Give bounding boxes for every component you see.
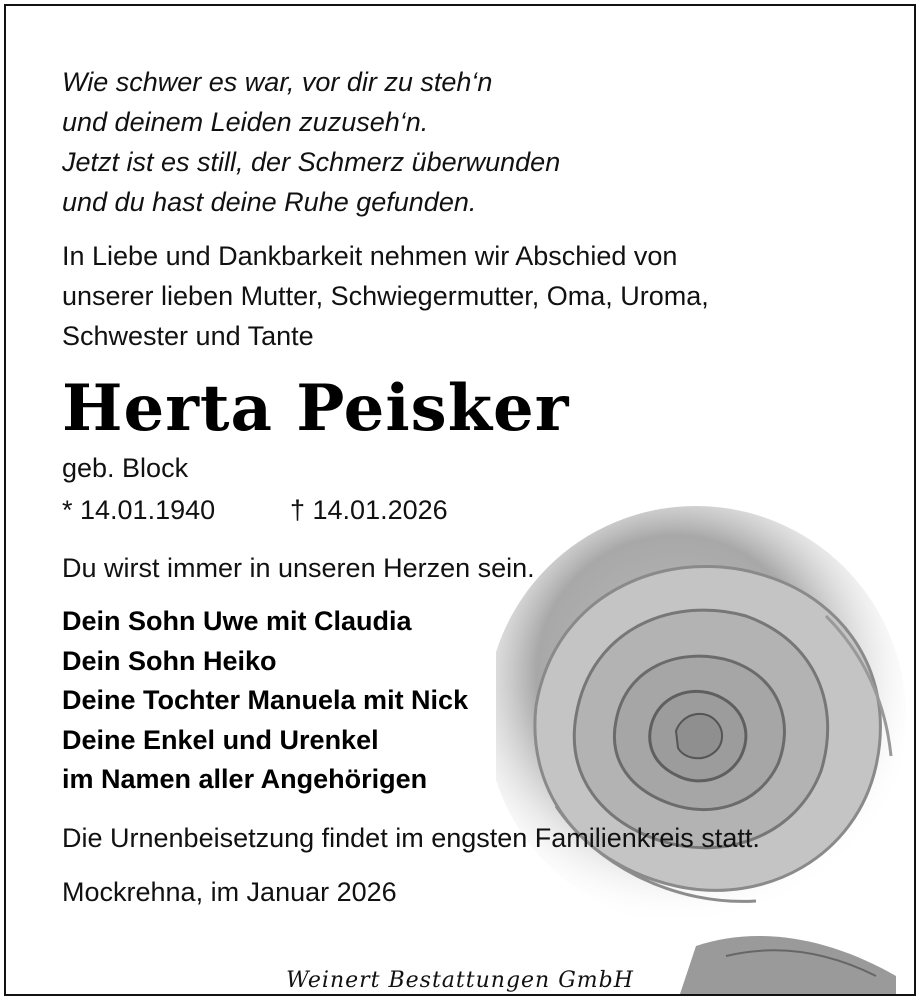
family-line: Deine Tochter Manuela mit Nick <box>62 685 469 715</box>
funeral-home-footer: Weinert Bestattungen GmbH <box>286 968 634 993</box>
family-signatures <box>62 602 882 800</box>
poem-line: und du hast deine Ruhe gefunden. <box>62 187 477 217</box>
poem-line: und deinem Leiden zuzuseh‘n. <box>62 107 429 137</box>
obituary-notice <box>4 4 916 996</box>
poem-line: Jetzt ist es still, der Schmerz überwunden <box>62 147 561 177</box>
place-date: Mockrehna, im Januar 2026 <box>62 876 397 907</box>
birth-date: * 14.01.1940 <box>62 495 216 525</box>
poem-line: Wie schwer es war, vor dir zu steh‘n <box>62 67 493 97</box>
intro-line: unserer lieben Mutter, Schwiegermutter, Oma, Uroma, <box>62 281 709 311</box>
maiden-name: geb. Block <box>62 453 189 483</box>
intro-text <box>62 236 882 356</box>
poem <box>62 62 882 222</box>
motto: Du wirst immer in unseren Herzen sein. <box>62 553 535 583</box>
family-line: im Namen aller Angehörigen <box>62 764 428 794</box>
family-line: Dein Sohn Uwe mit Claudia <box>62 606 412 636</box>
intro-line: Schwester und Tante <box>62 321 314 351</box>
death-date: † 14.01.2026 <box>290 495 448 525</box>
notice-content <box>62 62 882 912</box>
burial-note: Die Urnenbeisetzung findet im engsten Familienkreis statt. <box>62 822 760 853</box>
life-dates <box>62 490 882 530</box>
family-line: Deine Enkel und Urenkel <box>62 724 379 755</box>
deceased-name: Herta Peisker <box>62 371 570 446</box>
intro-line: In Liebe und Dankbarkeit nehmen wir Abschied von <box>62 241 678 271</box>
family-line: Dein Sohn Heiko <box>62 645 277 676</box>
